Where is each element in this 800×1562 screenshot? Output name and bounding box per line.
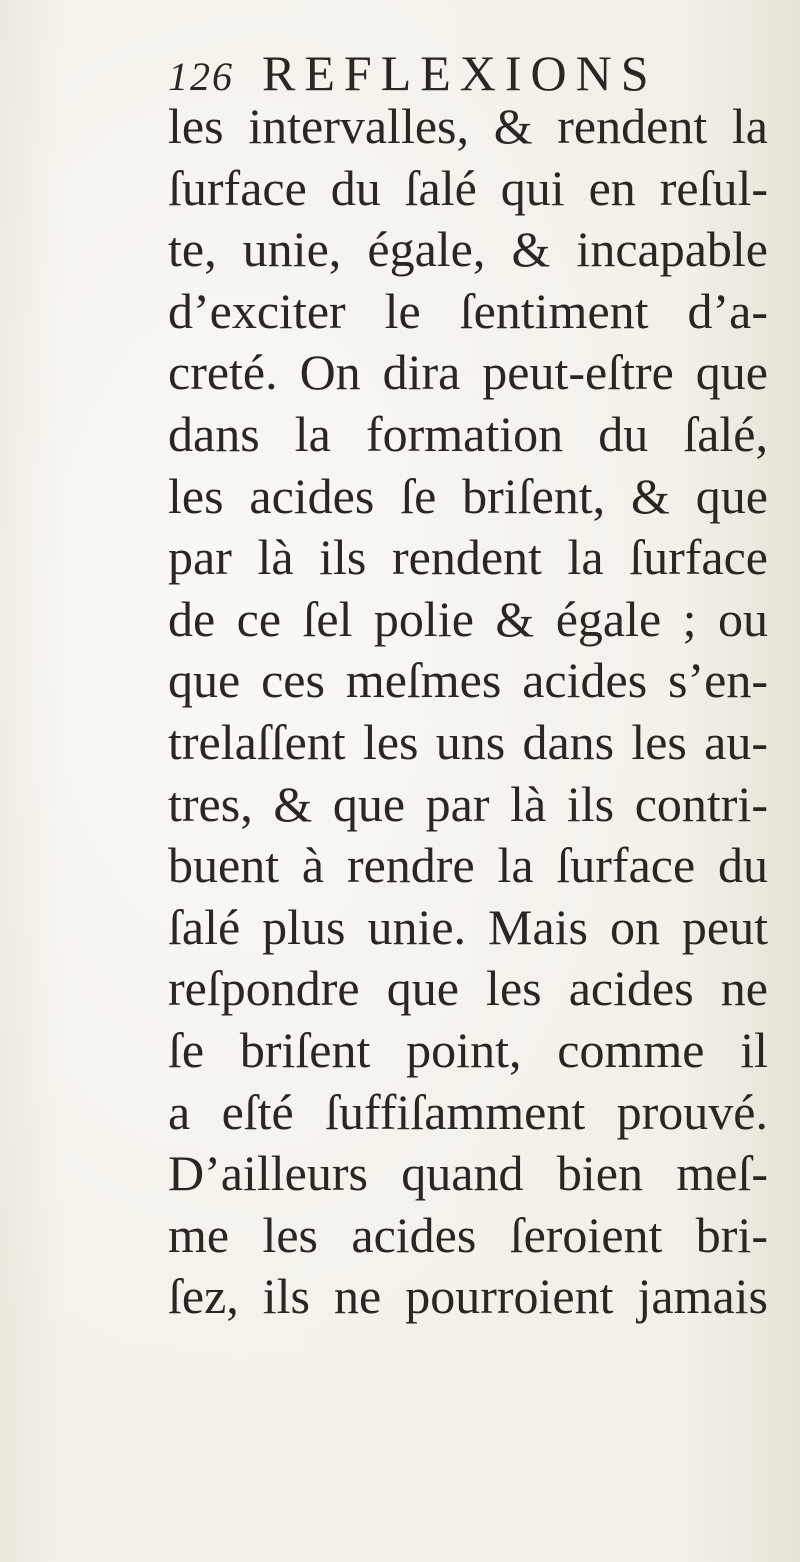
text-line: ſalé plus unie. Mais on peut [168,898,768,955]
text-line: trelaſſent les uns dans les au- [168,713,768,770]
page-number: 126 [168,54,234,99]
text-line: reſpondre que les acides ne [168,960,768,1017]
text-line: ſez, ils ne pourroient jamais [168,1268,768,1325]
text-line: D’ailleurs quand bien meſ- [168,1145,768,1202]
text-line: par là ils rendent la ſurface [168,529,768,586]
text-line: ſurface du ſalé qui en reſul- [168,159,768,216]
text-line: te, unie, égale, & incapable [168,221,768,278]
text-line: a eſté ſuffiſamment prouvé. [168,1083,768,1140]
running-head: REFLEXIONS [262,45,658,101]
text-line: buent à rendre la ſurface du [168,837,768,894]
text-line: d’exciter le ſentiment d’a- [168,282,768,339]
text-line: les intervalles, & rendent la [168,98,768,154]
text-line: que ces meſmes acides s’en- [168,652,768,709]
text-line: me les acides ſeroient bri- [168,1206,768,1263]
text-line: dans la formation du ſalé, [168,405,768,462]
text-line: tres, & que par là ils contri- [168,775,768,832]
text-line: de ce ſel polie & égale ; ou [168,590,768,647]
text-line: les acides ſe briſent, & que [168,467,768,524]
text-line: creté. On dira peut-eſtre que [168,344,768,401]
text-line: ſe briſent point, comme il [168,1021,768,1078]
body-text [168,96,768,1328]
